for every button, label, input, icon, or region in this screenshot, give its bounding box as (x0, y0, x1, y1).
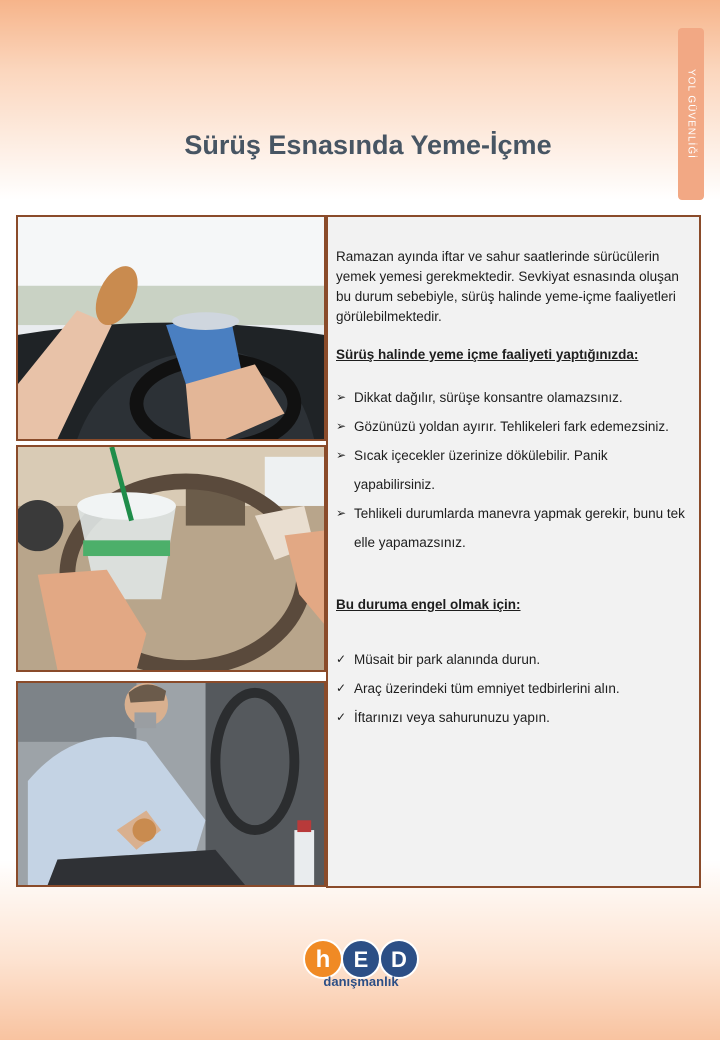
section1-heading: Sürüş halinde yeme içme faaliyeti yaptığınızda: (336, 347, 639, 362)
intro-text: Ramazan ayında iftar ve sahur saatlerinde sürücülerin yemek yemesi gerekmektedir. Sevkiyat esnasında oluşan bu durum sebebiyle, sürüş halinde yeme-içme faaliyetleri görülebilmektedir. (336, 249, 679, 324)
driver-burger-coffee-photo (18, 217, 324, 439)
info-panel (326, 215, 701, 888)
side-tab (678, 28, 704, 200)
section2-heading: Bu duruma engel olmak için: (336, 597, 521, 612)
list-item-text: Araç üzerindeki tüm emniyet tedbirlerini alın. (354, 681, 620, 696)
arrow-bullet-icon: ➢ (336, 448, 347, 462)
list-item-text: Gözünüzü yoldan ayırır. Tehlikeleri fark edemezsiniz. (354, 419, 669, 434)
list-item-text: Dikkat dağılır, sürüşe konsantre olamazsınız. (354, 390, 623, 405)
side-tab-label: YOL GÜVENLİĞİ (685, 69, 697, 159)
driver-iced-drink-photo (18, 447, 324, 670)
page-title: Sürüş Esnasında Yeme-İçme (184, 130, 552, 160)
list-item-text: İftarınızı veya sahurunuzu yapın. (354, 710, 550, 725)
logo-text: danışmanlık (323, 974, 399, 989)
logo-letter-d: D (391, 947, 407, 972)
list-item (336, 412, 689, 441)
photo-burger-coffee (16, 215, 326, 441)
prevention-list (336, 645, 689, 732)
check-icon: ✓ (336, 652, 347, 666)
photo-iced-drink (16, 445, 326, 672)
list-item (336, 441, 689, 499)
list-item-text: Tehlikeli durumlarda manevra yapmak gerekir, bunu tek elle yapamazsınız. (354, 506, 685, 550)
list-item-text: Sıcak içecekler üzerinize dökülebilir. Panik yapabilirsiniz. (354, 448, 608, 492)
driver-drinking-seated-photo (18, 683, 324, 885)
list-item-text: Müsait bir park alanında durun. (354, 652, 541, 667)
logo-letter-h: h (315, 946, 331, 973)
list-item (336, 499, 689, 557)
risk-list (336, 383, 689, 557)
check-icon: ✓ (336, 681, 347, 695)
check-icon: ✓ (336, 710, 347, 724)
photo-drinking-seated (16, 681, 326, 887)
list-item (336, 383, 689, 412)
arrow-bullet-icon: ➢ (336, 419, 347, 433)
arrow-bullet-icon: ➢ (336, 390, 347, 404)
list-item (336, 703, 689, 732)
arrow-bullet-icon: ➢ (336, 506, 347, 520)
logo-letter-e: E (353, 947, 369, 972)
list-item (336, 645, 689, 674)
list-item (336, 674, 689, 703)
